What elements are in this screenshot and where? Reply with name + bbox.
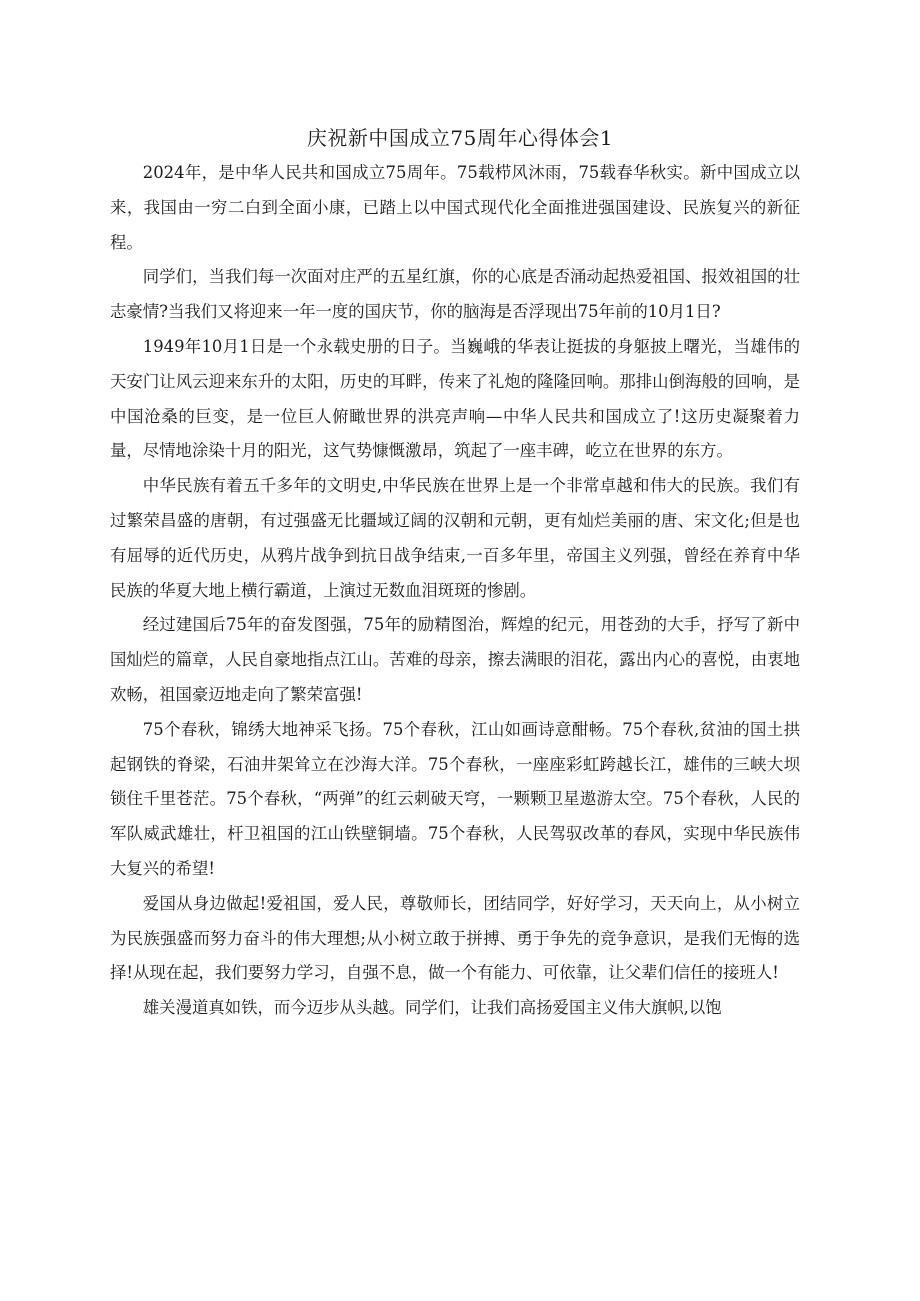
paragraph-8: 雄关漫道真如铁，而今迈步从头越。同学们，让我们高扬爱国主义伟大旗帜,以饱 [142,998,722,1018]
paragraph-3: 1949年10月1日是一个永载史册的日子。当巍峨的华表让挺拔的身躯披上曙光，当雄伟的天安门让风云迎来东升的太阳，历史的耳畔，传来了礼炮的隆隆回响。那排山倒海般的回响，是中国沧桑的巨变，是一位巨人俯瞰世界的洪亮声响—中华人民共和国成立了!这历史凝聚着力量，尽情地涂染十月的阳光，这气势慷慨激昂，筑起了一座丰碑，屹立在世界的东方。 [110,336,800,461]
document-body [110,156,800,1026]
paragraph-2: 同学们，当我们每一次面对庄严的五星红旗，你的心底是否涌动起热爱祖国、报效祖国的壮志豪情?当我们又将迎来一年一度的国庆节，你的脑海是否浮现出75年前的10月1日? [110,267,800,322]
paragraph-6: 75个春秋，锦绣大地神采飞扬。75个春秋，江山如画诗意酣畅。75个春秋,贫油的国土拱起钢铁的脊梁，石油井架耸立在沙海大洋。75个春秋，一座座彩虹跨越长江，雄伟的三峡大坝锁住千里苍茫。75个春秋，“两弹”的红云刺破天穹，一颗颗卫星遨游太空。75个春秋，人民的军队威武雄壮，杆卫祖国的江山铁壁铜墙。75个春秋，人民驾驭改革的春风，实现中华民族伟大复兴的希望! [110,719,800,878]
paragraph-1: 2024年，是中华人民共和国成立75周年。75载栉风沐雨，75载春华秋实。新中国成立以来，我国由一穷二白到全面小康，已踏上以中国式现代化全面推进强国建设、民族复兴的新征程。 [110,163,800,252]
document-title: 庆祝新中国成立75周年心得体会1 [306,126,614,150]
paragraph-7: 爱国从身边做起!爱祖国，爱人民，尊敬师长，团结同学，好好学习，天天向上，从小树立为民族强盛而努力奋斗的伟大理想;从小树立敢于拼搏、勇于争先的竞争意识，是我们无悔的选择!从现在起，我们要努力学习，自强不息，做一个有能力、可依靠，让父辈们信任的接班人! [110,893,800,983]
paragraph-5: 经过建国后75年的奋发图强，75年的励精图治，辉煌的纪元，用苍劲的大手，抒写了新中国灿烂的篇章，人民自豪地指点江山。苦难的母亲，擦去满眼的泪花，露出内心的喜悦，由衷地欢畅，祖国豪迈地走向了繁荣富强! [110,615,800,704]
paragraph-4: 中华民族有着五千多年的文明史,中华民族在世界上是一个非常卓越和伟大的民族。我们有过繁荣昌盛的唐朝，有过强盛无比疆域辽阔的汉朝和元朝，更有灿烂美丽的唐、宋文化;但是也有屈辱的近代历史，从鸦片战争到抗日战争结束,一百多年里，帝国主义列强，曾经在养育中华民族的华夏大地上横行霸道，上演过无数血泪斑斑的惨剧。 [110,476,800,600]
